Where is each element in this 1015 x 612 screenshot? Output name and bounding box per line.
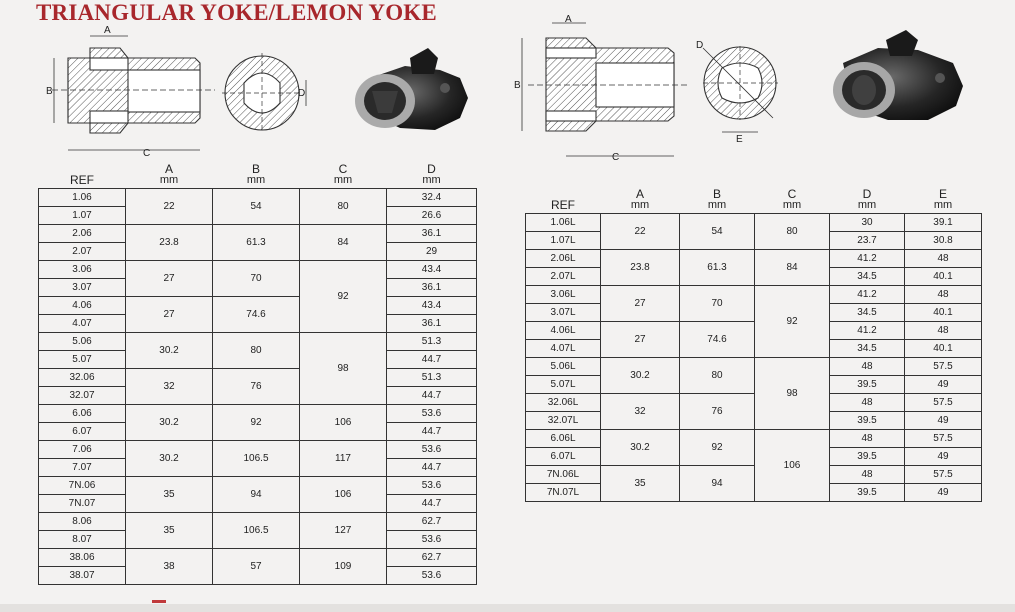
d-cell: 32.4 <box>387 189 477 207</box>
lemon-yoke-drawings <box>508 8 988 170</box>
c-cell: 117 <box>300 441 387 477</box>
yoke-side-view <box>52 48 215 133</box>
d-cell: 41.2 <box>830 322 905 340</box>
d-cell: 23.7 <box>830 232 905 250</box>
lemon-yoke-table <box>525 184 982 502</box>
table-row <box>39 441 477 459</box>
b-cell: 54 <box>680 214 755 250</box>
a-cell: 27 <box>601 286 680 322</box>
col-a-header <box>601 184 680 214</box>
d-cell: 44.7 <box>387 387 477 405</box>
table-row <box>39 297 477 315</box>
table-row <box>526 250 982 268</box>
b-cell: 54 <box>213 189 300 225</box>
d-cell: 41.2 <box>830 250 905 268</box>
c-cell: 92 <box>300 261 387 333</box>
e-cell: 30.8 <box>905 232 982 250</box>
header-label: A <box>635 187 644 201</box>
a-cell: 32 <box>126 369 213 405</box>
b-cell: 94 <box>680 466 755 502</box>
c-cell: 127 <box>300 513 387 549</box>
c-cell: 80 <box>300 189 387 225</box>
d-cell: 48 <box>830 466 905 484</box>
table-row <box>39 225 477 243</box>
header-label: D <box>862 187 872 201</box>
dim-c-label: C <box>143 148 151 159</box>
yoke-end-view <box>222 53 302 133</box>
dim-c-label-2: C <box>612 152 620 163</box>
b-cell: 92 <box>213 405 300 441</box>
ref-cell: 5.07L <box>526 376 601 394</box>
ref-cell: 1.06 <box>39 189 126 207</box>
b-cell: 80 <box>680 358 755 394</box>
c-cell: 84 <box>755 250 830 286</box>
dim-d-label-2: D <box>696 40 704 51</box>
b-cell: 70 <box>213 261 300 297</box>
a-cell: 23.8 <box>126 225 213 261</box>
d-cell: 62.7 <box>387 513 477 531</box>
col-c-header <box>755 184 830 214</box>
triangular-yoke-drawings <box>40 18 480 160</box>
table-row <box>39 405 477 423</box>
ref-cell: 7N.07L <box>526 484 601 502</box>
d-cell: 36.1 <box>387 279 477 297</box>
red-mark <box>152 600 166 603</box>
d-cell: 53.6 <box>387 441 477 459</box>
e-cell: 48 <box>905 250 982 268</box>
ref-cell: 7.07 <box>39 459 126 477</box>
e-cell: 40.1 <box>905 304 982 322</box>
header-label: REF <box>70 173 94 187</box>
col-a-header <box>126 160 213 189</box>
e-cell: 49 <box>905 376 982 394</box>
e-cell: 49 <box>905 448 982 466</box>
col-e-header <box>905 184 982 214</box>
ref-cell: 4.06 <box>39 297 126 315</box>
d-cell: 53.6 <box>387 405 477 423</box>
c-cell: 98 <box>755 358 830 430</box>
ref-cell: 2.06L <box>526 250 601 268</box>
header-label: C <box>338 162 348 176</box>
d-cell: 53.6 <box>387 531 477 549</box>
table-row <box>526 430 982 448</box>
a-cell: 23.8 <box>601 250 680 286</box>
d-cell: 34.5 <box>830 304 905 322</box>
d-cell: 43.4 <box>387 261 477 279</box>
a-cell: 30.2 <box>126 441 213 477</box>
d-cell: 43.4 <box>387 297 477 315</box>
d-cell: 39.5 <box>830 448 905 466</box>
col-d-header <box>830 184 905 214</box>
ref-cell: 1.06L <box>526 214 601 232</box>
b-cell: 70 <box>680 286 755 322</box>
header-unit: mm <box>857 199 877 211</box>
header-unit: mm <box>246 174 266 186</box>
d-cell: 48 <box>830 430 905 448</box>
lemon-yoke-end-view <box>703 46 778 120</box>
e-cell: 49 <box>905 412 982 430</box>
b-cell: 61.3 <box>213 225 300 261</box>
table-row <box>39 549 477 567</box>
d-cell: 30 <box>830 214 905 232</box>
header-unit: mm <box>630 199 650 211</box>
d-cell: 39.5 <box>830 484 905 502</box>
header-label: REF <box>551 198 575 212</box>
ref-cell: 32.06L <box>526 394 601 412</box>
c-cell: 106 <box>755 430 830 502</box>
header-label: B <box>251 162 260 176</box>
d-cell: 36.1 <box>387 315 477 333</box>
b-cell: 106.5 <box>213 513 300 549</box>
ref-cell: 4.07 <box>39 315 126 333</box>
table-row <box>526 322 982 340</box>
b-cell: 76 <box>680 394 755 430</box>
dim-a-label: A <box>104 25 111 36</box>
ref-cell: 6.06L <box>526 430 601 448</box>
ref-cell: 7N.07 <box>39 495 126 513</box>
d-cell: 44.7 <box>387 495 477 513</box>
table-row <box>526 286 982 304</box>
header-unit: mm <box>159 174 179 186</box>
a-cell: 35 <box>601 466 680 502</box>
ref-cell: 6.06 <box>39 405 126 423</box>
d-cell: 34.5 <box>830 340 905 358</box>
ref-cell: 7N.06 <box>39 477 126 495</box>
c-cell: 92 <box>755 286 830 358</box>
d-cell: 39.5 <box>830 376 905 394</box>
col-ref-header <box>39 160 126 189</box>
col-b-header <box>680 184 755 214</box>
d-cell: 39.5 <box>830 412 905 430</box>
d-cell: 29 <box>387 243 477 261</box>
ref-cell: 4.06L <box>526 322 601 340</box>
dim-b-label-2: B <box>514 80 521 91</box>
c-cell: 106 <box>300 477 387 513</box>
col-c-header <box>300 160 387 189</box>
d-cell: 44.7 <box>387 351 477 369</box>
a-cell: 30.2 <box>601 358 680 394</box>
header-label: E <box>938 187 947 201</box>
ref-cell: 2.07L <box>526 268 601 286</box>
table-row <box>526 214 982 232</box>
c-cell: 80 <box>755 214 830 250</box>
d-cell: 51.3 <box>387 369 477 387</box>
ref-cell: 8.07 <box>39 531 126 549</box>
ref-cell: 5.06L <box>526 358 601 376</box>
ref-cell: 8.06 <box>39 513 126 531</box>
table-row <box>526 394 982 412</box>
d-cell: 36.1 <box>387 225 477 243</box>
triangular-yoke-photo <box>355 48 468 130</box>
c-cell: 98 <box>300 333 387 405</box>
c-cell: 106 <box>300 405 387 441</box>
header-label: D <box>427 162 436 176</box>
a-cell: 38 <box>126 549 213 585</box>
d-cell: 53.6 <box>387 567 477 585</box>
d-cell: 48 <box>830 394 905 412</box>
ref-cell: 7N.06L <box>526 466 601 484</box>
e-cell: 40.1 <box>905 340 982 358</box>
header-label: B <box>712 187 721 201</box>
e-cell: 48 <box>905 286 982 304</box>
b-cell: 74.6 <box>680 322 755 358</box>
header-unit: mm <box>422 174 441 186</box>
a-cell: 35 <box>126 513 213 549</box>
ref-cell: 2.07 <box>39 243 126 261</box>
ref-cell: 38.07 <box>39 567 126 585</box>
a-cell: 22 <box>601 214 680 250</box>
ref-cell: 6.07L <box>526 448 601 466</box>
b-cell: 57 <box>213 549 300 585</box>
b-cell: 106.5 <box>213 441 300 477</box>
e-cell: 39.1 <box>905 214 982 232</box>
d-cell: 41.2 <box>830 286 905 304</box>
table-row <box>39 189 477 207</box>
e-cell: 57.5 <box>905 394 982 412</box>
ref-cell: 1.07 <box>39 207 126 225</box>
b-cell: 94 <box>213 477 300 513</box>
a-cell: 30.2 <box>601 430 680 466</box>
table-row <box>526 466 982 484</box>
e-cell: 48 <box>905 322 982 340</box>
d-cell: 48 <box>830 358 905 376</box>
ref-cell: 6.07 <box>39 423 126 441</box>
e-cell: 57.5 <box>905 430 982 448</box>
dim-d-label: D <box>298 88 306 99</box>
header-unit: mm <box>333 174 353 186</box>
a-cell: 22 <box>126 189 213 225</box>
ref-cell: 5.07 <box>39 351 126 369</box>
ref-cell: 7.06 <box>39 441 126 459</box>
a-cell: 27 <box>126 297 213 333</box>
d-cell: 44.7 <box>387 459 477 477</box>
lemon-yoke-side-view <box>528 38 688 131</box>
table-row <box>39 261 477 279</box>
ref-cell: 3.06L <box>526 286 601 304</box>
ref-cell: 4.07L <box>526 340 601 358</box>
a-cell: 32 <box>601 394 680 430</box>
c-cell: 109 <box>300 549 387 585</box>
b-cell: 76 <box>213 369 300 405</box>
e-cell: 49 <box>905 484 982 502</box>
header-unit: mm <box>782 199 802 211</box>
lemon-yoke-photo <box>833 30 963 120</box>
c-cell: 84 <box>300 225 387 261</box>
header-label: C <box>787 187 797 201</box>
header-unit: mm <box>933 199 953 211</box>
table-row <box>526 358 982 376</box>
b-cell: 74.6 <box>213 297 300 333</box>
dim-b-label: B <box>46 86 53 97</box>
dim-a-label-2: A <box>565 14 572 25</box>
ref-cell: 3.07 <box>39 279 126 297</box>
triangular-yoke-table <box>38 160 477 585</box>
header-unit: mm <box>707 199 727 211</box>
table-row <box>39 477 477 495</box>
col-d-header <box>387 160 477 189</box>
ref-cell: 32.06 <box>39 369 126 387</box>
a-cell: 30.2 <box>126 405 213 441</box>
a-cell: 35 <box>126 477 213 513</box>
table-row <box>39 333 477 351</box>
ref-cell: 1.07L <box>526 232 601 250</box>
e-cell: 57.5 <box>905 358 982 376</box>
b-cell: 61.3 <box>680 250 755 286</box>
ref-cell: 3.07L <box>526 304 601 322</box>
b-cell: 92 <box>680 430 755 466</box>
e-cell: 40.1 <box>905 268 982 286</box>
table-header-row <box>39 160 477 189</box>
e-cell: 57.5 <box>905 466 982 484</box>
header-label: A <box>164 162 173 176</box>
bottom-edge <box>0 604 1015 612</box>
ref-cell: 2.06 <box>39 225 126 243</box>
col-ref-header <box>526 184 601 214</box>
a-cell: 30.2 <box>126 333 213 369</box>
dim-e-label-2: E <box>736 134 743 145</box>
ref-cell: 38.06 <box>39 549 126 567</box>
ref-cell: 32.07L <box>526 412 601 430</box>
d-cell: 53.6 <box>387 477 477 495</box>
a-cell: 27 <box>601 322 680 358</box>
col-b-header <box>213 160 300 189</box>
table-row <box>39 513 477 531</box>
table-header-row <box>526 184 982 214</box>
d-cell: 44.7 <box>387 423 477 441</box>
d-cell: 51.3 <box>387 333 477 351</box>
d-cell: 34.5 <box>830 268 905 286</box>
b-cell: 80 <box>213 333 300 369</box>
ref-cell: 32.07 <box>39 387 126 405</box>
ref-cell: 5.06 <box>39 333 126 351</box>
ref-cell: 3.06 <box>39 261 126 279</box>
d-cell: 26.6 <box>387 207 477 225</box>
d-cell: 62.7 <box>387 549 477 567</box>
page-title: TRIANGULAR YOKE/LEMON YOKE <box>36 0 437 25</box>
a-cell: 27 <box>126 261 213 297</box>
table-row <box>39 369 477 387</box>
